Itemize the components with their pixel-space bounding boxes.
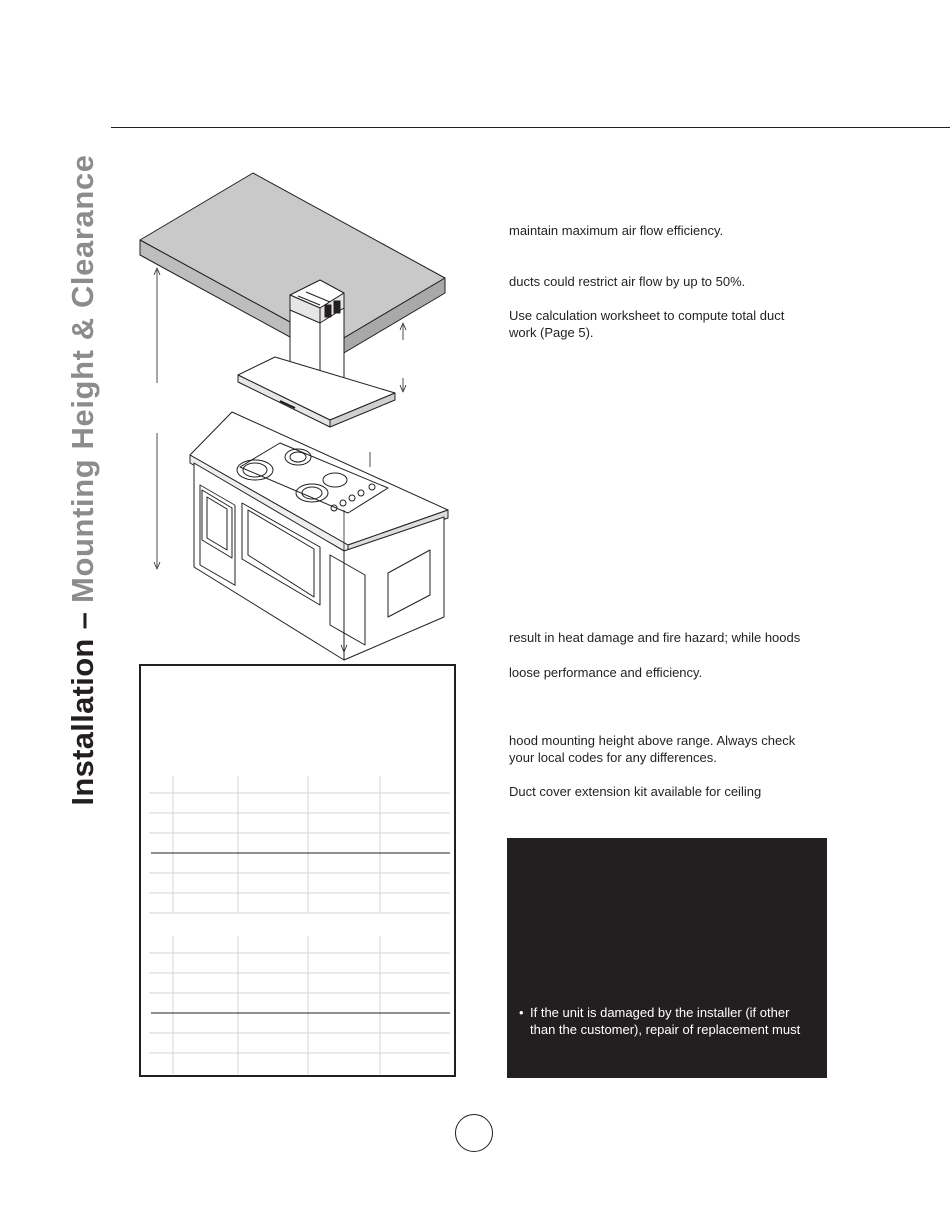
text-line: hood mounting height above range. Always check [509, 733, 796, 748]
text-line: work (Page 5). [509, 325, 594, 340]
text-line: loose performance and efficiency. [509, 665, 703, 680]
page-number-circle [455, 1114, 493, 1152]
installation-diagram [130, 165, 460, 665]
warning-line: than the customer), repair of replacement must [530, 1022, 801, 1037]
title-prefix: Installation – [65, 602, 100, 806]
header-rule [111, 127, 950, 128]
page-title [65, 154, 101, 805]
text-line: result in heat damage and fire hazard; while hoods [509, 630, 801, 645]
table-grid-top [141, 666, 454, 1075]
text-line: Duct cover extension kit available for ceiling [509, 784, 762, 799]
warning-box [507, 838, 827, 1078]
warning-line: If the unit is damaged by the installer (if other [530, 1005, 790, 1020]
warning-bullet: • [519, 1005, 524, 1020]
height-table-box [139, 664, 456, 1077]
title-highlight: Mounting Height & Clearance [65, 154, 100, 603]
text-line: your local codes for any differences. [509, 750, 717, 765]
text-line: Use calculation worksheet to compute total duct [509, 308, 785, 323]
text-line: maintain maximum air flow efficiency. [509, 223, 724, 238]
kitchen-island [190, 412, 448, 660]
text-line: ducts could restrict air flow by up to 50%. [509, 274, 746, 289]
